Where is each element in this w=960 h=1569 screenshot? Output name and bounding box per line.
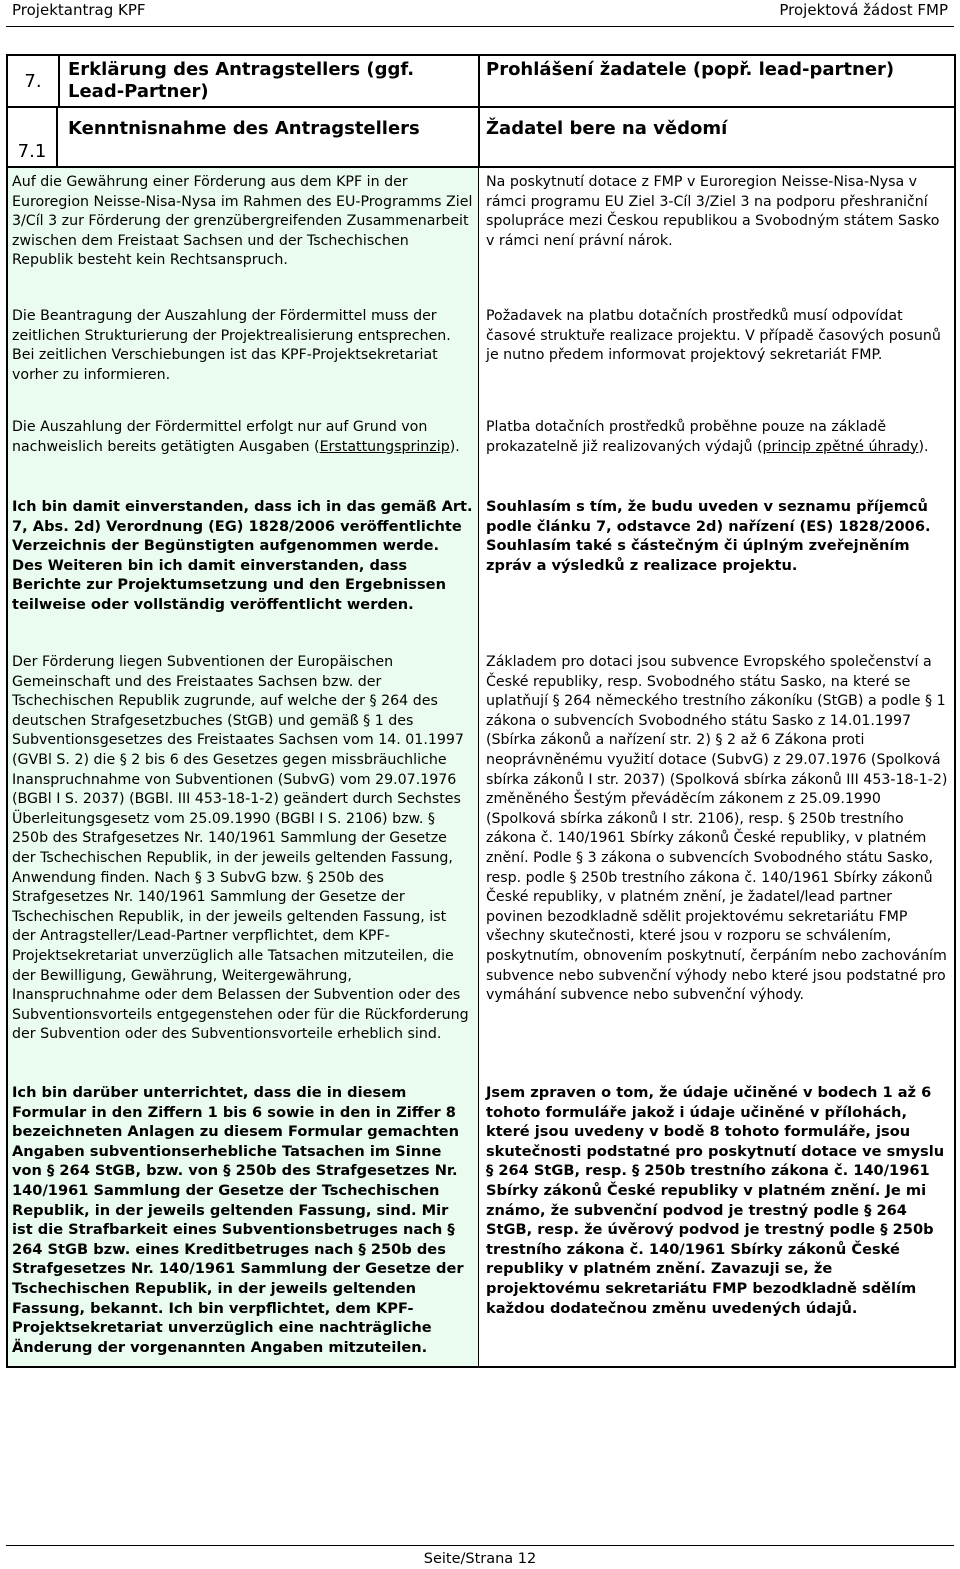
reimbursement-end-de: ).	[449, 438, 460, 455]
section-title-cz: Prohlášení žadatele (popř. lead-partner)	[486, 59, 895, 80]
subsection-title-cz: Žadatel bere na vědomí	[486, 118, 728, 139]
paragraph-fraud-notice-de: Ich bin darüber unterrichtet, dass die in diesem Formular in den Ziffern 1 bis 6 sowie in den in Ziffer 8 bezeichneten Anlagen zu diesem Formular gemachten Angaben subventionserhebliche Tatsachen im Sinne von § 264 StGB, bzw. von § 250b des Strafgesetzes Nr. 140/1961 Sammlung der Gesetze der Tschechischen Republik, in der jeweils geltenden Fassung, sind. Mir ist die Strafbarkeit eines Subventionsbetruges nach § 264 StGB bzw. eines Kreditbetruges nach § 250b des Strafgesetzes Nr. 140/1961 Sammlung der Gesetze der Tschechischen Republik, in der jeweils geltenden Fassung, bekannt. Ich bin verpflichtet, dem KPF-Projektsekretariat unverzüglich eine nachträgliche Änderung der vorgenannten Angaben mitzuteilen.	[12, 1084, 464, 1356]
paragraph-publication-consent-cz: Souhlasím s tím, že budu uveden v seznamu příjemců podle článku 7, odstavce 2d) nařízení (ES) 1828/2006. Souhlasím také s částečným či úplným zveřejněním zpráv a výsledků z realizace projektu.	[486, 498, 931, 574]
reimbursement-end-cz: ).	[918, 438, 929, 455]
subsection-header-row	[8, 108, 954, 168]
reimbursement-principle-de: Erstattungsprinzip	[319, 438, 450, 455]
subsection-number: 7.1	[8, 108, 58, 166]
reimbursement-principle-cz: princip zpětné úhrady	[762, 438, 919, 455]
paragraph-reimbursement-cz	[486, 418, 948, 457]
section-title-de: Erklärung des Antragstellers (ggf. Lead-Partner)	[68, 59, 415, 102]
paragraph-legal-claim-de: Auf die Gewährung einer Förderung aus dem KPF in der Euroregion Neisse-Nisa-Nysa im Rahmen des EU-Programms Ziel 3/Cíl 3 zur Förderung der grenzübergreifenden Zusammenarbeit zwischen dem Freistaat Sachsen und der Tschechischen Republik besteht kein Rechtsanspruch.	[12, 174, 473, 269]
header-right: Projektová žádost FMP	[779, 1, 948, 19]
paragraph-payment-request-cz: Požadavek na platbu dotačních prostředků musí odpovídat časové struktuře realizace projektu. V případě časových posunů je nutno předem informovat projektový sekretariát FMP.	[486, 308, 941, 364]
paragraph-reimbursement-de	[12, 418, 474, 457]
paragraph-subsidy-law-de: Der Förderung liegen Subventionen der Europäischen Gemeinschaft und des Freistaates Sachsen bzw. der Tschechischen Republik zugrunde, auf welche der § 264 des deutschen Strafgesetzbuches (StGB) und gemäß § 1 des Subventionsgesetzes des Freistaates Sachsen vom 14. 01.1997 (GVBl S. 2) die § 2 bis 6 des Gesetzes gegen missbräuchliche Inanspruchnahme von Subventionen (SubvG) vom 29.07.1976 (BGBl I S. 2037) (BGBl. III 453-18-1-2) geändert durch Sechstes Überleitungsgesetz vom 25.09.1990 (BGBl I S. 2106) bzw. § 250b des Strafgesetzes Nr. 140/1961 Sammlung der Gesetze der Tschechischen Republik, in der jeweils geltenden Fassung, Anwendung finden. Nach § 3 SubvG bzw. § 250b des Strafgesetzes Nr. 140/1961 Sammlung der Gesetze der Tschechischen Republik, in der jeweils geltenden Fassung, ist der Antragsteller/Lead-Partner verpflichtet, dem KPF-Projektsekretariat unverzüglich alle Tatsachen mitzuteilen, die der Bewilligung, Gewährung, Weitergewährung, Inanspruchnahme oder dem Belassen der Subvention oder des Subventionsvorteils entgegenstehen oder für die Rückforderung der Subvention oder des Subventionsvorteile erheblich sind.	[12, 654, 469, 1043]
paragraph-subsidy-law-cz: Základem pro dotaci jsou subvence Evropského společenství a České republiky, resp. Svobodného státu Sasko, na které se uplatňují § 264 německého trestního zákoníku (StGB) a podle § 1 zákona o subvencích Svobodného státu Sasko z 14.01.1997 (Sbírka zákonů a nařízení str. 2) § 2 až 6 Zákona proti neoprávněnému využití dotace (SubvG) z 29.07.1976 (Spolková sbírka zákonů I str. 2037) (Spolková sbírka zákonů III 453-18-1-2) změněného Šestým převáděcím zákonem z 25.09.1990 (Spolková sbírka zákonů I str. 2106), resp. § 250b trestního zákona č. 140/1961 Sbírky zákonů České republiky, v platném znění. Podle § 3 zákona o subvencích Svobodného státu Sasko, resp. podle § 250b trestního zákona č. 140/1961 Sbírky zákonů České republiky, v platném znění, je žadatel/lead partner povinen bezodkladně sdělit projektovému sekretariátu FMP všechny skutečnosti, které jsou v rozporu se schválením, poskytnutím, obnovením poskytnutí, čerpáním nebo zachováním subvence nebo subvenční výhody nebo které jsou podstatné pro vymáhání subvence nebo subvenční výhody.	[486, 654, 948, 1004]
header-rule	[6, 26, 954, 27]
section-header-row	[8, 56, 954, 108]
paragraph-fraud-notice-cz: Jsem zpraven o tom, že údaje učiněné v bodech 1 až 6 tohoto formuláře jakož i údaje učiněné v přílohách, které jsou uvedeny v bodě 8 tohoto formuláře, jsou skutečnosti podstatné pro poskytnutí dotace ve smyslu § 264 StGB, resp. § 250b trestního zákona č. 140/1961 Sbírky zákonů České republiky v platném znění. Je mi známo, že subvenční podvod je trestný podle § 264 StGB, resp. že úvěrový podvod je trestný podle § 250b trestního zákona č. 140/1961 Sbírky zákonů České republiky v platném znění. Zavazuji se, že projektovému sekretariátu FMP bezodkladně sdělím každou dodatečnou změnu uvedených údajů.	[486, 1084, 945, 1317]
reimbursement-text-de: Die Auszahlung der Fördermittel erfolgt nur auf Grund von nachweislich bereits getätigten Ausgaben (	[12, 419, 428, 455]
page-number: Seite/Strana 12	[423, 1551, 537, 1567]
footer-rule	[6, 1545, 954, 1546]
subsection-title-de: Kenntnisnahme des Antragstellers	[68, 118, 420, 139]
section-number: 7.	[8, 56, 60, 106]
paragraph-publication-consent-de: Ich bin damit einverstanden, dass ich in das gemäß Art. 7, Abs. 2d) Verordnung (EG) 1828/2006 veröffentlichte Verzeichnis der Begünstigten aufgenommen werde. Des Weiteren bin ich damit einverstanden, dass Berichte zur Projektumsetzung und den Ergebnissen teilweise oder vollständig veröffentlicht werden.	[12, 498, 473, 613]
paragraph-legal-claim-cz: Na poskytnutí dotace z FMP v Euroregion Neisse-Nisa-Nysa v rámci programu EU Ziel 3-Cíl 3/Ziel 3 na podporu přeshraniční spolupráce mezi Českou republikou a Svobodným státem Sasko v rámci není právní nárok.	[486, 174, 940, 249]
column-divider	[478, 168, 479, 1366]
column-divider	[478, 56, 480, 106]
column-divider	[478, 108, 480, 166]
paragraph-payment-request-de: Die Beantragung der Auszahlung der Fördermittel muss der zeitlichen Strukturierung der Projektrealisierung entsprechen. Bei zeitlichen Verschiebungen ist das KPF-Projektsekretariat vorher zu informieren.	[12, 308, 451, 383]
declaration-table	[6, 54, 956, 1368]
header-left: Projektantrag KPF	[12, 1, 146, 19]
reimbursement-text-cz: Platba dotačních prostředků proběhne pouze na základě prokazatelně již realizovaných výdajů (	[486, 419, 887, 455]
